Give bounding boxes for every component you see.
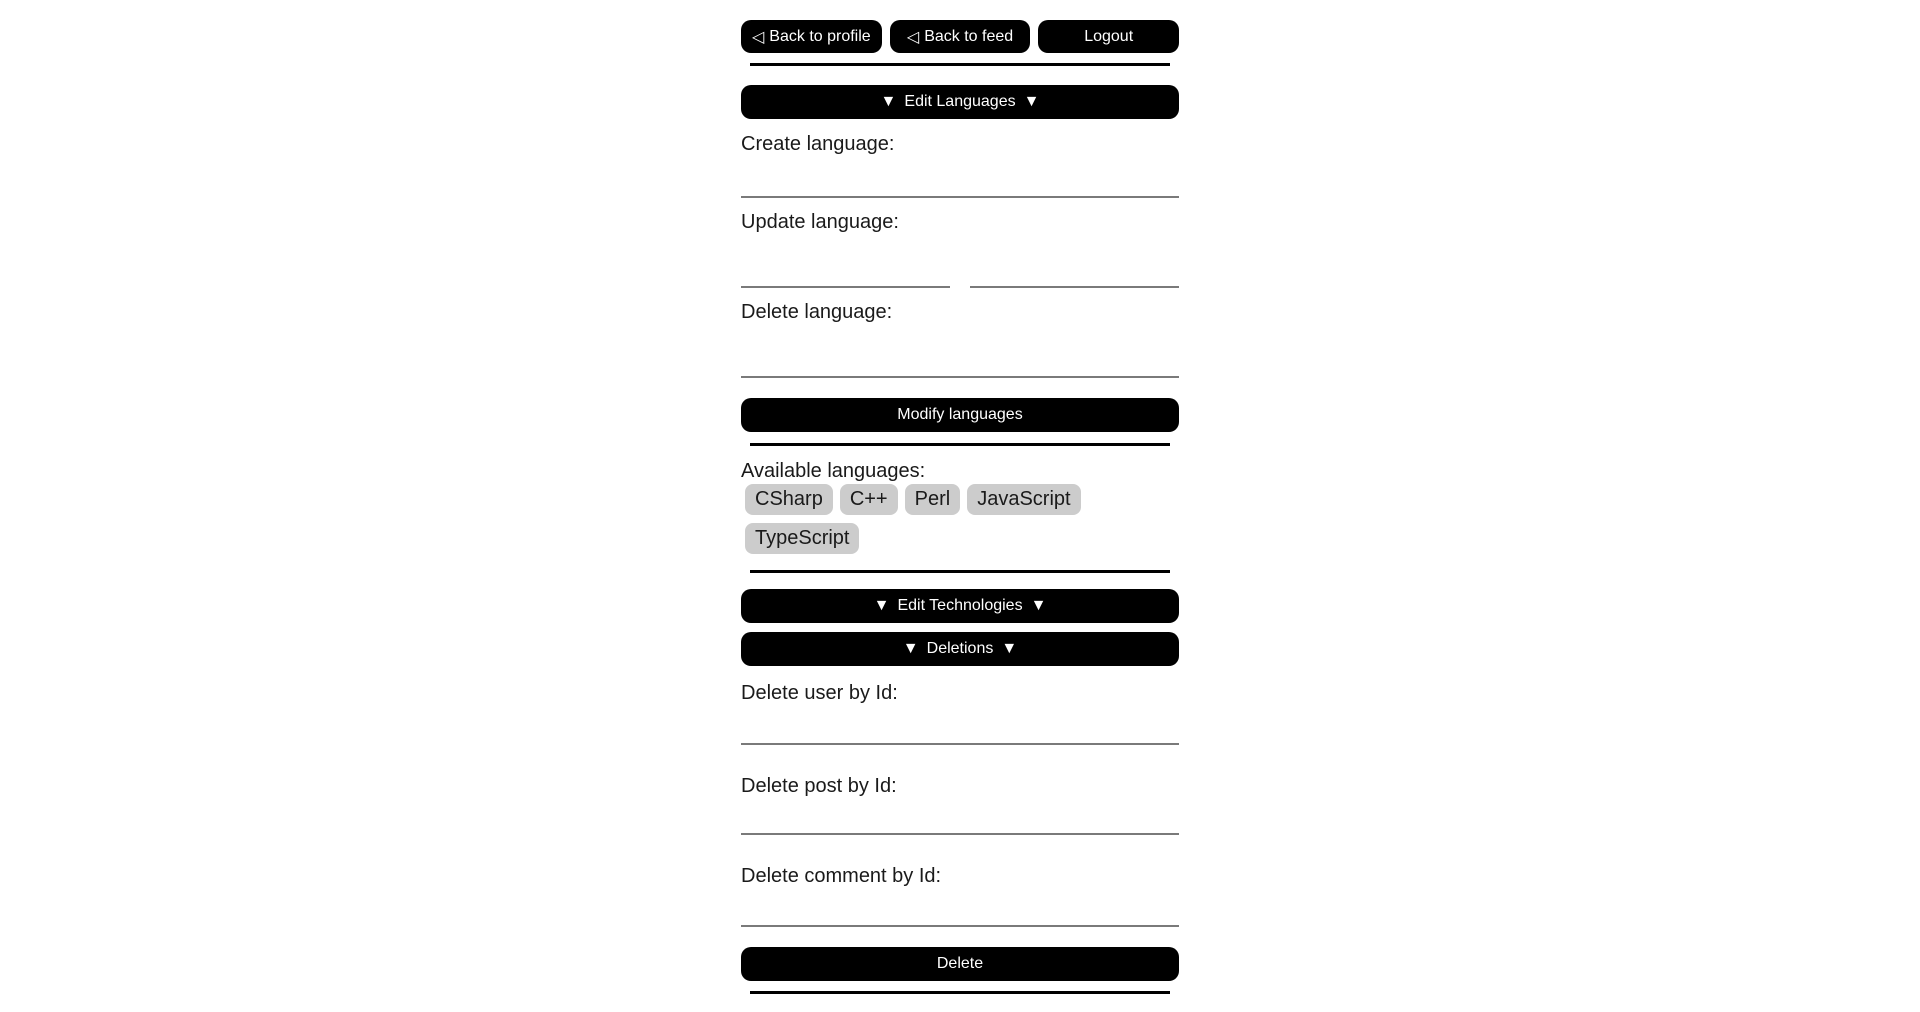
delete-comment-id-input[interactable] [741,901,1179,927]
available-languages-label: Available languages: [741,460,926,482]
main-column [741,0,1179,994]
chevron-down-icon: ▼ [1023,93,1040,110]
section-divider [750,570,1170,573]
update-language-input-row [741,262,1179,288]
top-button-row [741,20,1179,53]
chevron-down-icon: ▼ [1030,597,1047,614]
create-language-input[interactable] [741,172,1179,198]
chevron-down-icon: ▼ [902,640,919,657]
edit-technologies-title: Edit Technologies [897,597,1023,614]
delete-submit-label: Delete [936,955,984,972]
update-language-second-input[interactable] [970,262,1179,288]
create-language-label: Create language: [741,133,895,155]
back-to-profile-button[interactable] [741,20,882,53]
back-to-feed-label: Back to feed [924,27,1014,45]
language-chip[interactable]: JavaScript [967,484,1080,515]
back-to-profile-label: Back to profile [769,27,871,45]
edit-languages-toggle[interactable] [741,85,1179,119]
modify-languages-label: Modify languages [897,406,1023,423]
delete-language-input[interactable] [741,352,1179,378]
deletions-toggle[interactable] [741,632,1179,666]
section-divider [750,991,1170,994]
back-icon: ◁ [906,28,920,46]
language-chip[interactable]: C++ [840,484,898,515]
delete-post-label: Delete post by Id: [741,775,897,797]
delete-comment-label: Delete comment by Id: [741,865,942,887]
modify-languages-button[interactable] [741,398,1179,432]
back-icon: ◁ [751,28,765,46]
update-language-first-input[interactable] [741,262,950,288]
logout-label: Logout [1084,27,1134,45]
delete-post-id-input[interactable] [741,809,1179,835]
deletions-title: Deletions [926,640,994,657]
language-chip[interactable]: CSharp [745,484,833,515]
edit-languages-title: Edit Languages [904,93,1016,110]
chevron-down-icon: ▼ [873,597,890,614]
delete-user-label: Delete user by Id: [741,682,898,704]
delete-submit-button[interactable] [741,947,1179,981]
logout-button[interactable] [1038,20,1179,53]
chevron-down-icon: ▼ [880,93,897,110]
delete-language-label: Delete language: [741,301,893,323]
delete-user-id-input[interactable] [741,719,1179,745]
section-divider [750,443,1170,446]
update-language-label: Update language: [741,211,899,233]
language-chip[interactable]: Perl [905,484,961,515]
back-to-feed-button[interactable] [890,20,1031,53]
section-divider [750,63,1170,66]
chevron-down-icon: ▼ [1001,640,1018,657]
edit-technologies-toggle[interactable] [741,589,1179,623]
available-languages-list [745,484,1179,554]
language-chip[interactable]: TypeScript [745,523,859,554]
